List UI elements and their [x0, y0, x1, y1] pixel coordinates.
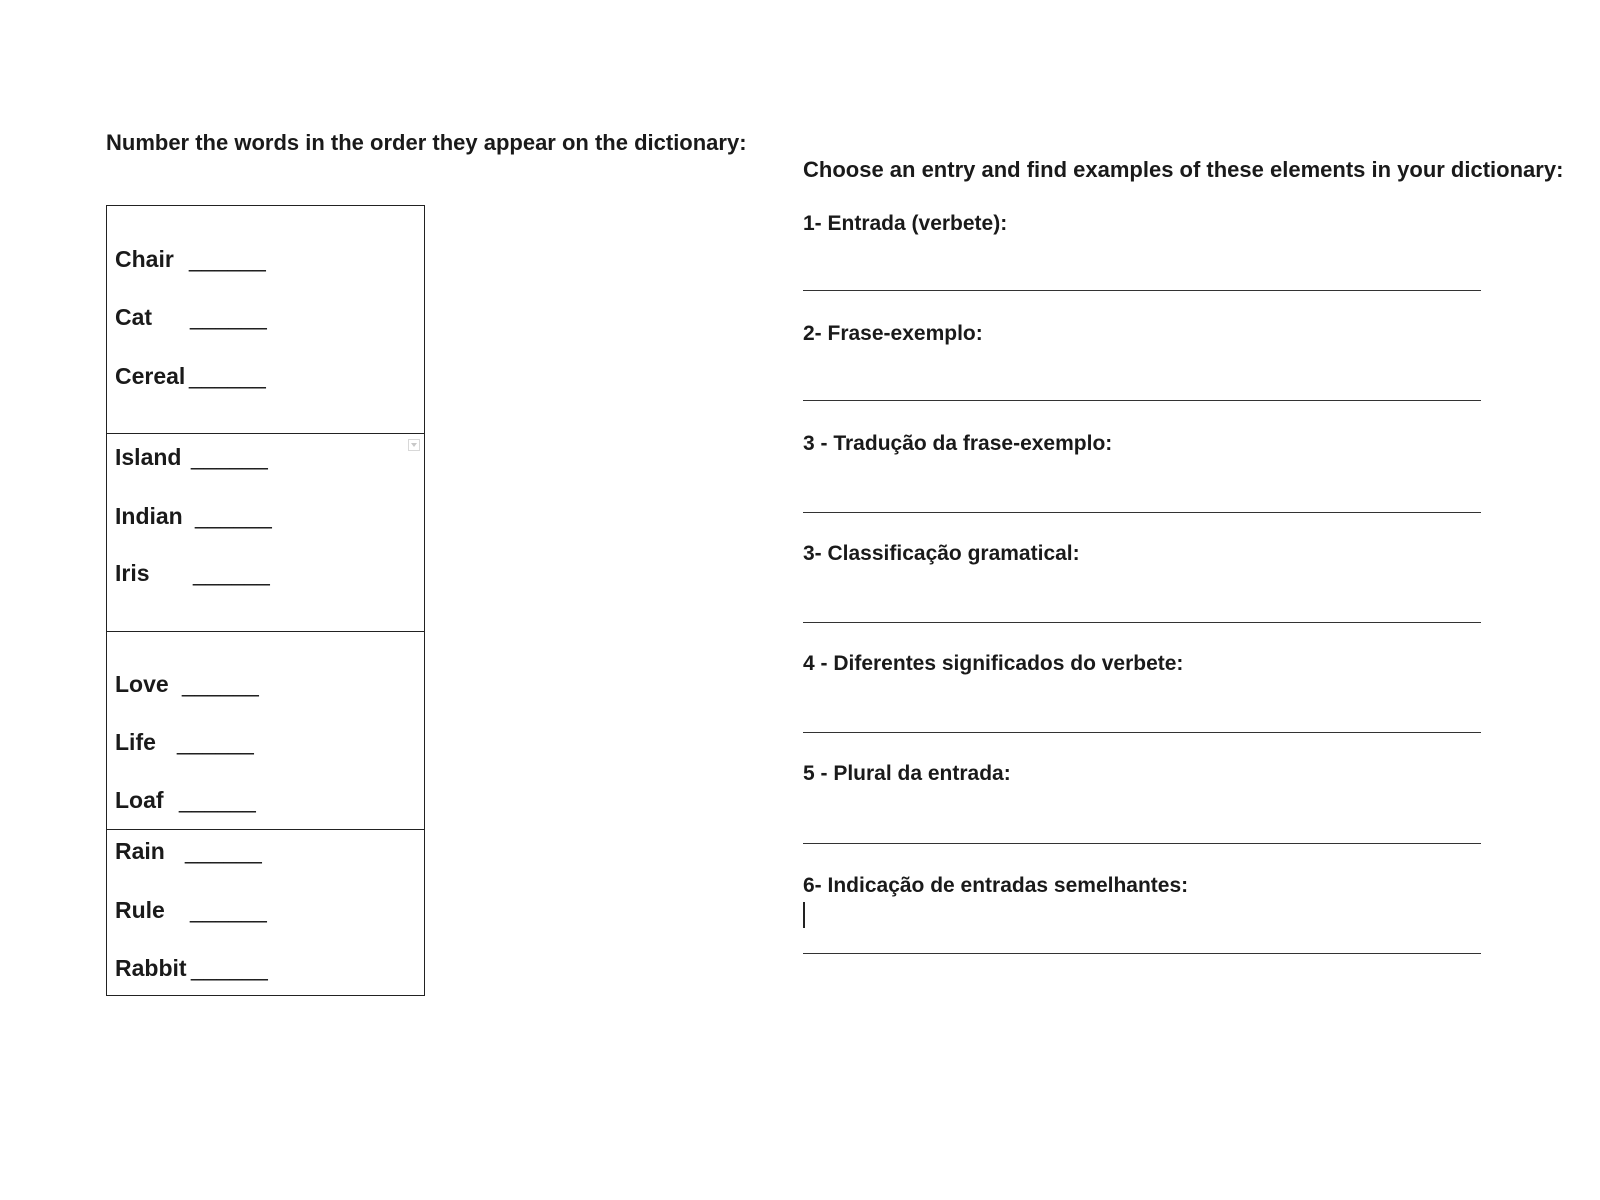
word-label: Indian [115, 503, 183, 529]
word-row [115, 560, 270, 587]
number-blank[interactable]: ______ [189, 363, 266, 389]
number-blank[interactable]: ______ [191, 955, 268, 981]
answer-line[interactable] [803, 512, 1481, 513]
word-label: Life [115, 729, 156, 755]
word-label: Chair [115, 246, 174, 272]
word-row [115, 444, 268, 471]
word-row [115, 838, 262, 865]
number-blank[interactable]: ______ [182, 671, 259, 697]
word-label: Rule [115, 897, 165, 923]
answer-line[interactable] [803, 843, 1481, 844]
question-label: 1- Entrada (verbete): [803, 212, 1008, 235]
number-blank[interactable]: ______ [177, 729, 254, 755]
word-row [115, 503, 272, 530]
word-row [115, 897, 267, 924]
word-label: Iris [115, 560, 150, 586]
word-order-table [106, 205, 425, 996]
word-group-c [107, 206, 424, 433]
answer-line[interactable] [803, 953, 1481, 954]
answer-line[interactable] [803, 622, 1481, 623]
question-label: 4 - Diferentes significados do verbete: [803, 652, 1184, 675]
word-group-i [107, 433, 424, 631]
word-row [115, 671, 259, 698]
word-row [115, 363, 266, 390]
word-label: Island [115, 444, 182, 470]
left-instruction-heading: Number the words in the order they appear on the dictionary: [106, 130, 747, 155]
text-cursor [803, 902, 805, 928]
word-row [115, 304, 267, 331]
word-group-r [107, 829, 424, 995]
word-label: Rain [115, 838, 165, 864]
right-instruction-heading: Choose an entry and find examples of these elements in your dictionary: [803, 157, 1564, 182]
word-row [115, 729, 254, 756]
number-blank[interactable]: ______ [179, 787, 256, 813]
word-label: Cereal [115, 363, 186, 389]
answer-line[interactable] [803, 290, 1481, 291]
word-label: Love [115, 671, 169, 697]
question-label: 2- Frase-exemplo: [803, 322, 983, 345]
question-label: 3- Classificação gramatical: [803, 542, 1080, 565]
dropdown-arrow-icon[interactable] [408, 439, 420, 451]
number-blank[interactable]: ______ [191, 444, 268, 470]
answer-line[interactable] [803, 732, 1481, 733]
number-blank[interactable]: ______ [193, 560, 270, 586]
number-blank[interactable]: ______ [190, 897, 267, 923]
word-row [115, 955, 268, 982]
question-label: 3 - Tradução da frase-exemplo: [803, 432, 1113, 455]
number-blank[interactable]: ______ [195, 503, 272, 529]
number-blank[interactable]: ______ [189, 246, 266, 272]
number-blank[interactable]: ______ [190, 304, 267, 330]
word-group-l [107, 631, 424, 829]
answer-line[interactable] [803, 400, 1481, 401]
word-label: Cat [115, 304, 153, 330]
number-blank[interactable]: ______ [185, 838, 262, 864]
word-label: Rabbit [115, 955, 187, 981]
question-label: 6- Indicação de entradas semelhantes: [803, 874, 1189, 897]
word-row [115, 246, 266, 273]
word-row [115, 787, 256, 814]
word-label: Loaf [115, 787, 164, 813]
question-label: 5 - Plural da entrada: [803, 762, 1011, 785]
